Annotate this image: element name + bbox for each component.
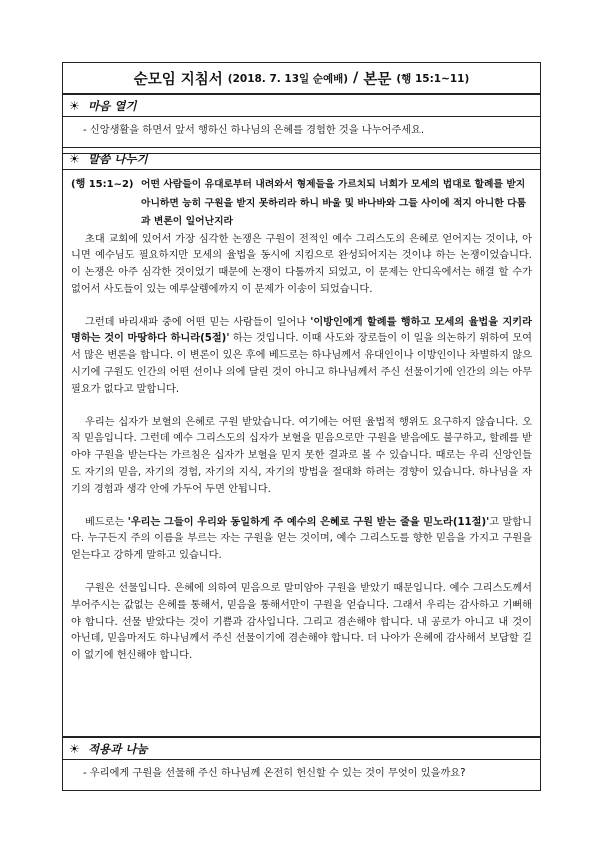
paragraph-1: 초대 교회에 있어서 가장 심각한 논쟁은 구원이 전적인 예수 그리스도의 은혜로 얻어지는 것이냐, 아니면 예수님도 필요하지만 모세의 율법을 동시에 지킴으로 완성되어지는 것이냐 하는 논쟁이었습니다. 이 논쟁은 아주 심각한 것이었기 때문에 논쟁이 다툼까지 되었고, 이 문제는 안디옥에서는 해결 할 수가 없어서 사도들이 있는 예루살렘에까지 이 문제가 이송이 되었습니다. [71, 233, 532, 295]
sun-icon: ☀ [69, 151, 80, 166]
opening-title: 마음 열기 [88, 98, 137, 113]
paragraph-2-quote: '이방인에게 할례를 행하고 모세의 율법을 지키라 명하는 것이 마땅하다 하니라(5절)' [71, 316, 532, 345]
service-date: (2018. 7. 13일 순예배) [227, 72, 349, 85]
application-body [63, 762, 540, 783]
opening-body [63, 118, 540, 140]
paragraph-5: 구원은 선물입니다. 은혜에 의하여 믿음으로 말미암아 구원을 받았기 때문입니다. 예수 그리스도께서 부어주시는 값없는 은혜를 통해서, 믿음을 통해서만이 구원을 얻습니다. 그래서 우리는 감사하고 기뻐해야 합니다. 선물 받았다는 것이 기쁨과 감사입니다. 그리고 겸손해야 합니다. 내 공로가 아니고 내 것이 아닌데, 믿음마저도 하나님께서 주신 선물이기에 겸손해야 합니다. 더 나아가 은혜에 감사해서 보답할 길이 없기에 헌신해야 합니다. [71, 583, 532, 662]
application-question: - 우리에게 구원을 선물해 주신 하나님께 온전히 헌신할 수 있는 것이 무엇이 있을까요? [83, 768, 466, 779]
paragraph-4-rest: 고 말합니다. 누구든지 주의 이름을 부르는 자는 구원을 얻는 것이며, 예수 그리스도를 향한 믿음을 가지고 구원을 얻는다고 강하게 말하고 있습니다. [71, 516, 532, 562]
title-box [62, 62, 541, 94]
passage-label: 본문 [363, 71, 392, 88]
paragraph-2 [71, 315, 532, 399]
word-sharing-section [62, 147, 541, 737]
sun-icon: ☀ [69, 741, 80, 756]
application-header [63, 738, 540, 760]
opening-question: - 신앙생활을 하면서 앞서 행하신 하나님의 은혜를 경험한 것을 나누어주세요. [83, 125, 425, 136]
paragraph-4-quote: '우리는 그들이 우리와 동일하게 주 예수의 은혜로 구원 받는 줄을 믿노라(11절)' [127, 516, 490, 528]
sun-icon: ☀ [69, 98, 80, 113]
word-sharing-body [63, 172, 540, 665]
application-section [62, 737, 541, 791]
opening-header [63, 95, 540, 117]
page-title: 순모임 지침서 [133, 71, 223, 88]
title-separator: / [353, 70, 359, 86]
paragraph-3: 우리는 십자가 보혈의 은혜로 구원 받았습니다. 여기에는 어떤 율법적 행위도 요구하지 않습니다. 오직 믿음입니다. 그런데 예수 그리스도의 십자가 보혈을 믿음으로만 구원을 받음에도 불구하고, 할례를 받아야 구원을 받는다는 가르침은 십자가 보혈을 믿지 못한 결과로 볼 수 있습니다. 때로는 우리 신앙인들도 자기의 믿음, 자기의 경험, 자기의 지식, 자기의 방법을 절대화 하려는 경향이 있습니다. 하나님을 자기의 경험과 생각 안에 가두어 두면 안됩니다. [71, 416, 532, 495]
scripture-text: 어떤 사람들이 유대로부터 내려와서 형제들을 가르치되 너희가 모세의 법대로 할례를 받지 아니하면 능히 구원을 받지 못하리라 하니 바울 및 바나바와 그들 사이에 적지 아니한 다툼과 변론이 일어난지라 [141, 179, 527, 227]
paragraph-4-lead: 베드로는 [85, 516, 128, 528]
scripture-reference: (행 15:1~2) [71, 179, 134, 190]
opening-section [62, 94, 541, 154]
paragraph-2-lead: 그런데 바리새파 중에 어떤 믿는 사람들이 일어나 [85, 316, 311, 328]
passage-reference: (행 15:1~11) [396, 72, 470, 85]
word-sharing-title: 말씀 나누기 [88, 151, 148, 166]
scripture-block [71, 176, 532, 232]
application-title: 적용과 나눔 [88, 741, 148, 756]
paragraph-2-rest: 하는 것입니다. 이때 사도와 장로들이 이 일을 의논하기 위하여 모여서 많은 변론을 합니다. 이 변론이 있은 후에 베드로는 하나님께서 유대인이나 이방인이나 차별하지 않으시기에 구원도 인간의 어떤 선이나 의에 달린 것이 아니고 하나님께서 주신 선물이기에 인간의 의는 아무 필요가 없다고 말합니다. [71, 333, 532, 395]
paragraph-4 [71, 515, 532, 565]
word-sharing-header [63, 148, 540, 170]
